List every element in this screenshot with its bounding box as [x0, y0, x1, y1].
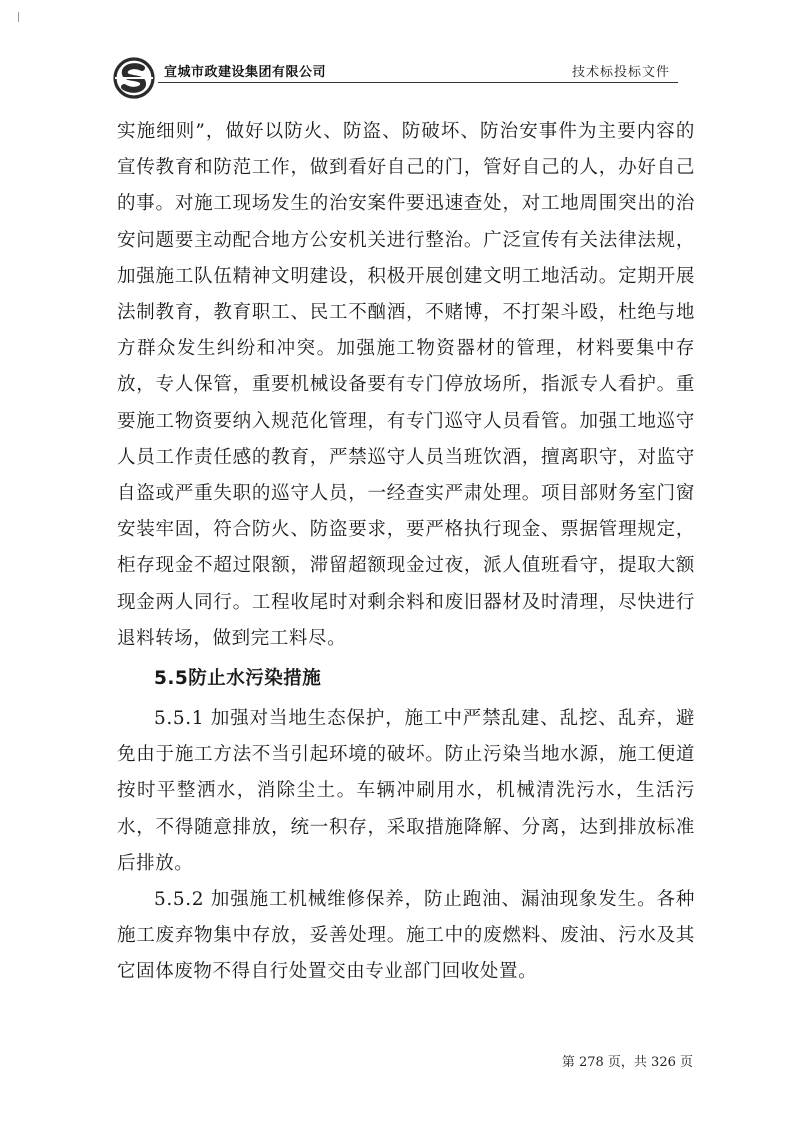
header-divider — [158, 82, 678, 83]
scan-corner-mark — [18, 12, 19, 22]
document-type: 技术标投标文件 — [571, 65, 670, 80]
paragraph-5-5-2: 5.5.2 加强施工机械维修保养，防止跑油、漏油现象发生。各种施工废弃物集中存放，妥善处理。施工中的废燃料、废油、污水及其它固体废物不得自行处置交由专业部门回收处置。 — [117, 889, 695, 983]
section-heading: 5.5防止水污染措施 — [154, 668, 322, 690]
paragraph-security: 实施细则”，做好以防火、防盗、防破坏、防治安事件为主要内容的宣传教育和防范工作，做到看好自己的门，管好自己的人，办好自己的事。对施工现场发生的治安案件要迅速查处，对工地周围突出的治安问题要主动配合地方公安机关进行整治。广泛宣传有关法律法规，加强施工队伍精神文明建设，积极开展创建文明工地活动。定期开展法制教育，教育职工、民工不酗酒，不赌博，不打架斗殴，杜绝与地方群众发生纠纷和冲突。加强施工物资器材的管理，材料要集中存放，专人保管，重要机械设备要有专门停放场所，指派专人看护。重要施工物资要纳入规范化管理，有专门巡守人员看管。加强工地巡守人员工作责任感的教育，严禁巡守人员当班饮酒，擅离职守，对监守自盗或严重失职的巡守人员，一经查实严肃处理。项目部财务室门窗安装牢固，符合防火、防盗要求，要严格执行现金、票据管理规定，柜存现金不超过限额，滞留超额现金过夜，派人值班看守，提取大额现金两人同行。工程收尾时对剩余料和废旧器材及时清理，尽快进行退料转场，做到完工料尽。 — [117, 121, 695, 649]
document-body — [117, 114, 695, 991]
page-header — [112, 56, 682, 100]
company-s-logo-icon — [112, 56, 156, 100]
page-number: 第 278 页，共 326 页 — [561, 1055, 693, 1070]
company-name: 宣城市政建设集团有限公司 — [164, 65, 327, 80]
paragraph-5-5-1: 5.5.1 加强对当地生态保护，施工中严禁乱建、乱挖、乱弃，避免由于施工方法不当引起环境的破坏。防止污染当地水源，施工便道按时平整洒水，消除尘土。车辆冲刷用水，机械清洗污水，生活污水，不得随意排放，统一积存，采取措施降解、分离，达到排放标准后排放。 — [117, 708, 695, 874]
